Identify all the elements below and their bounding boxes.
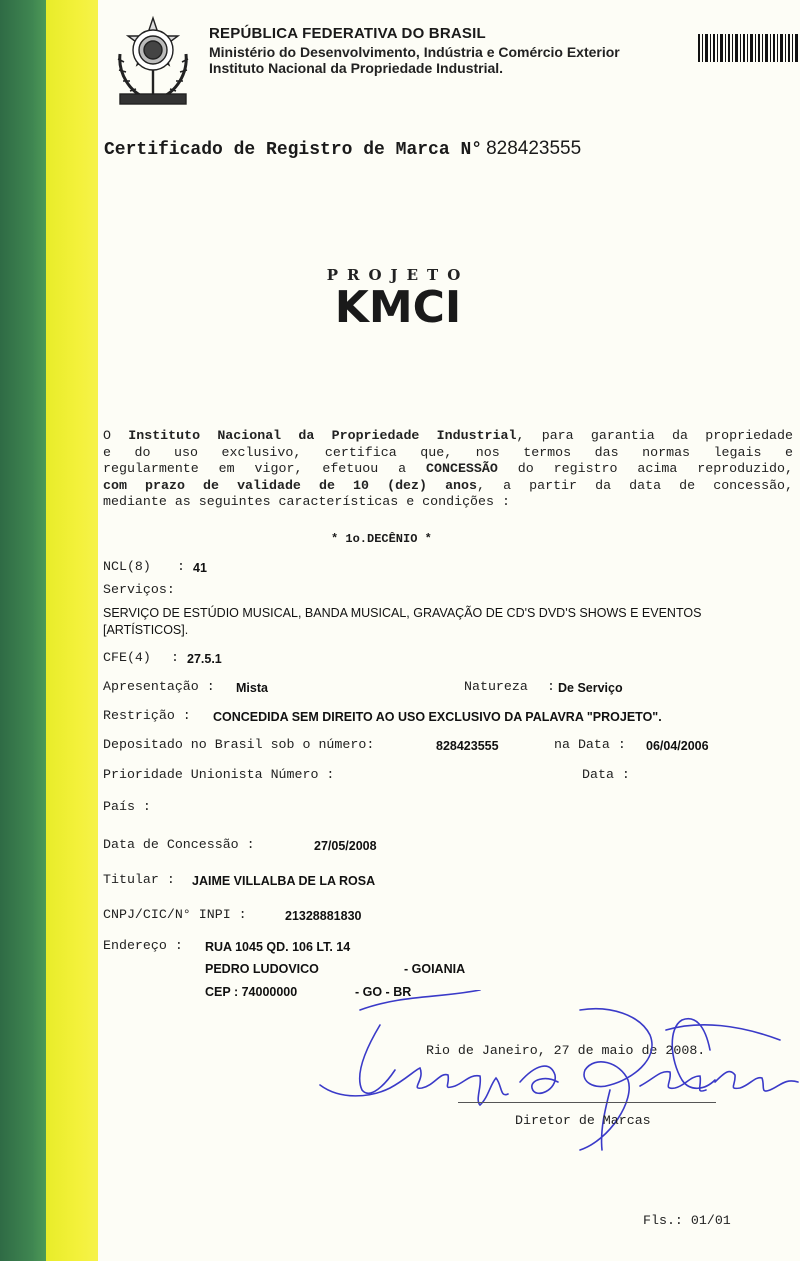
intro-line-3: regularmente em vigor, efetuou a CONCESSÃO do registro acima reproduzido, [103, 461, 793, 476]
cnpj-label: CNPJ/CIC/N° INPI : [103, 907, 247, 922]
endereco-cidade: - GOIANIA [404, 962, 466, 976]
natureza-label: Natureza [464, 679, 528, 694]
natureza-sep: : [547, 679, 555, 694]
header-instituto: Instituto Nacional da Propriedade Industrial. [209, 60, 504, 76]
apresentacao-value: Mista [236, 681, 268, 695]
intro-paragraph [103, 428, 793, 511]
pais-label: País : [103, 799, 151, 814]
cnpj-value: 21328881830 [285, 909, 362, 923]
restricao-label: Restrição : [103, 708, 191, 723]
deposito-label: Depositado no Brasil sob o número: [103, 737, 375, 752]
signature-icon [310, 990, 800, 1170]
flag-stripe-green [0, 0, 46, 1261]
natureza-value: De Serviço [558, 681, 623, 695]
intro-line-1: O Instituto Nacional da Propriedade Industrial, para garantia da propriedade [103, 428, 793, 443]
restricao-value: CONCEDIDA SEM DIREITO AO USO EXCLUSIVO DA PALAVRA "PROJETO". [213, 710, 662, 724]
apresentacao-label: Apresentação : [103, 679, 215, 694]
intro-line-5: mediante as seguintes características e condições : [103, 494, 510, 509]
cfe-label: CFE(4) [103, 650, 151, 665]
servicos-line-2: [ARTÍSTICOS]. [103, 623, 189, 637]
logo-top-word: PROJETO [326, 266, 470, 284]
endereco-label: Endereço : [103, 938, 183, 953]
flag-stripe-yellow [46, 0, 98, 1261]
cfe-sep: : [171, 650, 179, 665]
concessao-value: 27/05/2008 [314, 839, 377, 853]
page-count: Fls.: 01/01 [643, 1213, 731, 1228]
barcode-icon [698, 34, 798, 62]
ncl-label: NCL(8) [103, 559, 151, 574]
intro-line-4: com prazo de validade de 10 (dez) anos, a partir da data de concessão, [103, 477, 794, 493]
endereco-cep: CEP : 74000000 [205, 985, 298, 999]
servicos-line-1: SERVIÇO DE ESTÚDIO MUSICAL, BANDA MUSICAL, GRAVAÇÃO DE CD'S DVD'S SHOWS E EVENTOS [103, 606, 702, 620]
titular-label: Titular : [103, 872, 175, 887]
titular-value: JAIME VILLALBA DE LA ROSA [192, 874, 376, 888]
certificate-title [104, 138, 581, 160]
endereco-line-1: RUA 1045 QD. 106 LT. 14 [205, 940, 351, 954]
servicos-label: Serviços: [103, 582, 175, 597]
endereco-uf: - GO - BR [355, 985, 412, 999]
logo-main-word: KMCI [334, 282, 462, 332]
prioridade-label: Prioridade Unionista Número : [103, 767, 335, 782]
certificate-number: 828423555 [486, 138, 582, 159]
intro-line-2: e do uso exclusivo, certifica que, nos termos das normas legais e [103, 444, 793, 460]
header-ministerio: Ministério do Desenvolvimento, Indústria e Comércio Exterior [209, 44, 620, 60]
local-data: Rio de Janeiro, 27 de maio de 2008. [426, 1043, 706, 1058]
ncl-value: 41 [193, 561, 207, 575]
ncl-sep: : [177, 559, 185, 574]
cfe-value: 27.5.1 [187, 652, 222, 666]
coat-of-arms-icon [112, 14, 194, 110]
endereco-bairro: PEDRO LUDOVICO [205, 962, 319, 976]
deposito-number: 828423555 [436, 739, 499, 753]
decenio-label: * 1o.DECÊNIO * [331, 532, 432, 546]
trademark-logo [318, 262, 478, 332]
concessao-label: Data de Concessão : [103, 837, 255, 852]
deposito-date-value: 06/04/2006 [646, 739, 709, 753]
cargo-label: Diretor de Marcas [515, 1113, 651, 1128]
deposito-date-label: na Data : [554, 737, 626, 752]
prioridade-date-label: Data : [582, 767, 630, 782]
header-republica: REPÚBLICA FEDERATIVA DO BRASIL [209, 25, 486, 42]
certificate-title-label: Certificado de Registro de Marca N° [104, 140, 483, 160]
signature-line [458, 1102, 716, 1103]
